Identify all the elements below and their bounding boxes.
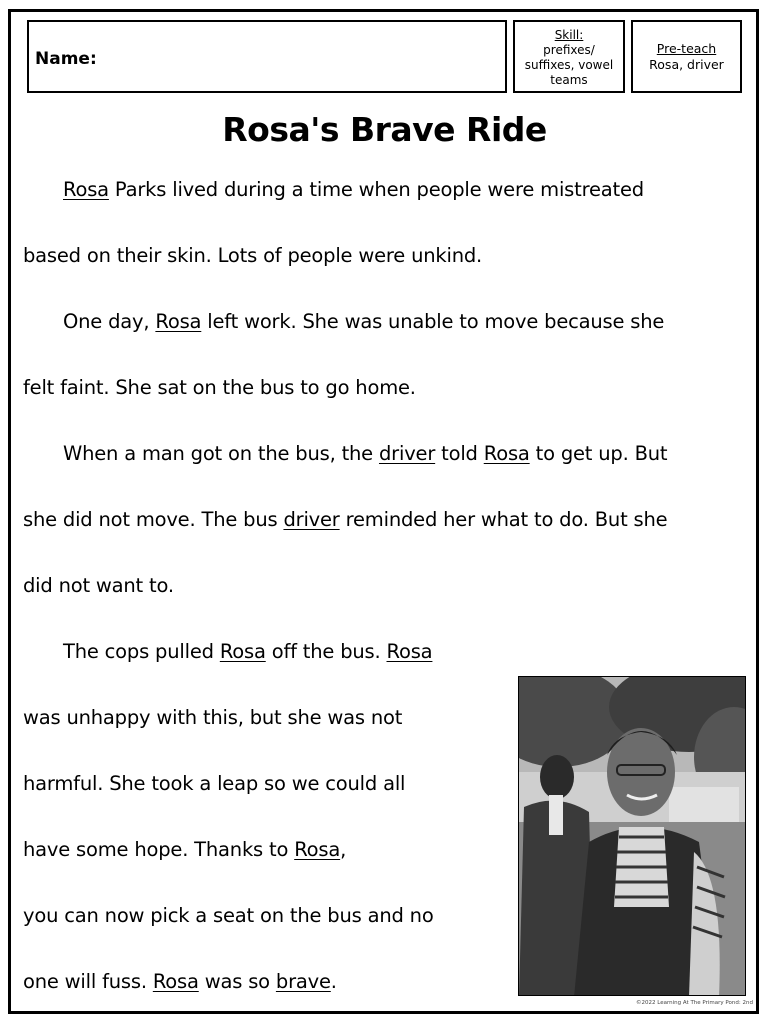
text-segment: was so xyxy=(198,970,276,993)
rosa-parks-photo xyxy=(518,676,746,996)
text-segment: harmful. She took a leap so we could all xyxy=(23,772,406,795)
text-line xyxy=(23,970,337,993)
text-segment: off the bus. xyxy=(265,640,387,663)
copyright-notice: ©2022 Learning At The Primary Pond: 2nd xyxy=(636,1000,753,1006)
text-segment: she did not move. The bus xyxy=(23,508,284,531)
text-line xyxy=(63,310,664,333)
text-segment: have some hope. Thanks to xyxy=(23,838,295,861)
text-segment: When a man got on the bus, the xyxy=(63,442,379,465)
preteach-box xyxy=(631,20,742,93)
text-segment: . xyxy=(330,970,337,993)
text-segment: Parks lived during a time when people were mistreated xyxy=(108,178,644,201)
text-segment: felt faint. She sat on the bus to go home. xyxy=(23,376,416,399)
text-segment: to get up. But xyxy=(529,442,668,465)
text-segment: , xyxy=(340,838,347,861)
text-segment: did not want to. xyxy=(23,574,174,597)
text-line xyxy=(23,706,402,729)
preteach-words: Rosa, driver xyxy=(649,57,724,72)
text-line xyxy=(23,508,667,531)
vocab-word: Rosa xyxy=(63,178,109,201)
vocab-word: Rosa xyxy=(155,310,202,333)
text-line xyxy=(23,574,174,597)
text-line xyxy=(23,376,416,399)
vocab-word: Rosa xyxy=(219,640,266,663)
skill-line: suffixes, vowel xyxy=(524,58,614,72)
text-segment: told xyxy=(435,442,484,465)
name-box[interactable] xyxy=(27,20,507,93)
vocab-word: Rosa xyxy=(152,970,199,993)
text-line xyxy=(63,178,644,201)
page-title: Rosa's Brave Ride xyxy=(222,110,547,149)
name-label: Name: xyxy=(35,49,97,69)
preteach-label: Pre-teach xyxy=(656,41,717,56)
skill-label: Skill: xyxy=(554,28,584,42)
text-segment: one will fuss. xyxy=(23,970,153,993)
text-segment: was unhappy with this, but she was not xyxy=(23,706,403,729)
text-segment: left work. She was unable to move because she xyxy=(201,310,665,333)
vocab-word: Rosa xyxy=(483,442,530,465)
skill-line: prefixes/ xyxy=(543,43,595,57)
skill-box xyxy=(513,20,625,93)
text-line xyxy=(63,640,432,663)
vocab-word: driver xyxy=(378,442,436,465)
text-segment: The cops pulled xyxy=(63,640,220,663)
text-line xyxy=(63,442,667,465)
vocab-word: Rosa xyxy=(294,838,341,861)
text-line xyxy=(23,244,482,267)
vocab-word: Rosa xyxy=(386,640,433,663)
skill-line: teams xyxy=(550,73,588,87)
vocab-word: brave xyxy=(275,970,331,993)
text-line xyxy=(23,904,434,927)
text-line xyxy=(23,838,346,861)
text-segment: One day, xyxy=(63,310,156,333)
vocab-word: driver xyxy=(283,508,340,531)
text-segment: you can now pick a seat on the bus and no xyxy=(23,904,434,927)
text-line xyxy=(23,772,405,795)
text-segment: reminded her what to do. But she xyxy=(339,508,668,531)
text-segment: based on their skin. Lots of people were unkind. xyxy=(23,244,483,267)
